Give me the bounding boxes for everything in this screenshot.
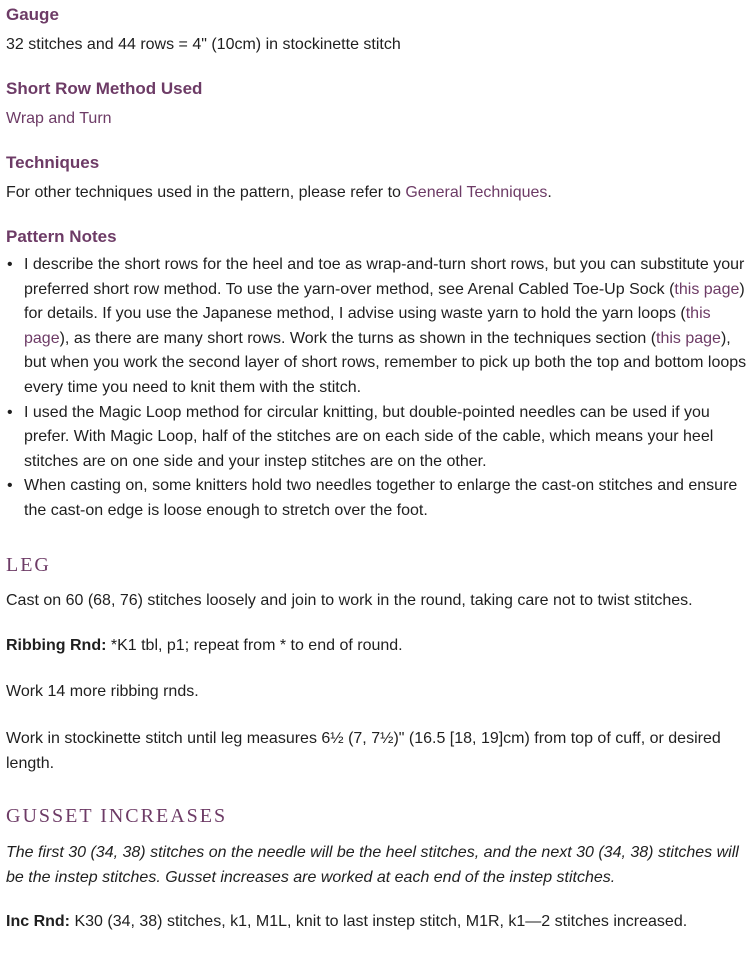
techniques-heading: Techniques	[6, 153, 100, 172]
short-row-heading: Short Row Method Used	[6, 79, 203, 98]
leg-cast-on: Cast on 60 (68, 76) stitches loosely and join to work in the round, taking care not to twist stitches.	[6, 592, 693, 609]
inc-rnd	[6, 910, 748, 935]
inc-label: Inc Rnd:	[6, 913, 70, 930]
note-text: I describe the short rows for the heel and toe as wrap-and-turn short rows, but you can substitute your preferred short row method. To use the yarn-over method, see Arenal Cabled Toe-Up Sock (	[24, 256, 745, 298]
note-text: ) for details. If you use the Japanese method, I advise using waste yarn to hold the yarn loops (	[24, 280, 745, 323]
more-ribbing: Work 14 more ribbing rnds.	[6, 683, 199, 700]
techniques-text-end: .	[547, 184, 552, 201]
this-page-link[interactable]: this page	[656, 329, 721, 347]
this-page-link[interactable]: this page	[674, 280, 740, 298]
ribbing-label: Ribbing Rnd:	[6, 637, 107, 654]
gusset-title: GUSSET INCREASES	[6, 805, 228, 827]
wrap-and-turn-link[interactable]: Wrap and Turn	[6, 110, 112, 127]
list-item	[6, 401, 748, 475]
bullet: •	[7, 256, 13, 273]
short-row-paragraph	[6, 107, 748, 132]
gauge-heading: Gauge	[6, 5, 59, 24]
pattern-notes-heading: Pattern Notes	[6, 227, 117, 246]
bullet: •	[7, 403, 13, 421]
ribbing-rnd	[6, 634, 748, 659]
note-text: ), but when you work the second layer of short rows, remember to pick up both the top and bottom loops every time you need to knit them with the stitch.	[24, 329, 747, 396]
gusset-intro: The first 30 (34, 38) stitches on the needle will be the heel stitches, and the next 30 (34, 38) stitches will be the instep stitches. Gusset increases are worked at each end of the instep stitches.	[6, 844, 739, 886]
bullet: •	[7, 477, 13, 495]
techniques-text: For other techniques used in the pattern, please refer to	[6, 184, 406, 201]
gauge-text: 32 stitches and 44 rows = 4" (10cm) in stockinette stitch	[6, 36, 401, 53]
note-text: ), as there are many short rows. Work the turns as shown in the techniques section (	[59, 329, 657, 347]
leg-title: LEG	[6, 554, 51, 576]
stockinette-text: Work in stockinette stitch until leg measures 6½ (7, 7½)" (16.5 [18, 19]cm) from top of cuff, or desired length.	[6, 730, 721, 772]
list-item	[6, 253, 748, 401]
techniques-paragraph	[6, 181, 748, 206]
pattern-notes-list	[6, 253, 748, 524]
ribbing-text: *K1 tbl, p1; repeat from * to end of round.	[106, 637, 403, 654]
note-text: When casting on, some knitters hold two needles together to enlarge the cast-on stitches and ensure the cast-on edge is loose enough to stretch over the foot.	[24, 477, 738, 519]
list-item	[6, 474, 748, 523]
note-text: I used the Magic Loop method for circular knitting, but double-pointed needles can be used if you prefer. With Magic Loop, half of the stitches are on each side of the cable, which means your heel stitches are on one side and your instep stitches are on the other.	[24, 403, 714, 470]
general-techniques-link[interactable]: General Techniques	[405, 184, 548, 201]
inc-text: K30 (34, 38) stitches, k1, M1L, knit to last instep stitch, M1R, k1—2 stitches increased.	[70, 913, 688, 930]
this-page-link[interactable]: this page	[24, 305, 711, 347]
